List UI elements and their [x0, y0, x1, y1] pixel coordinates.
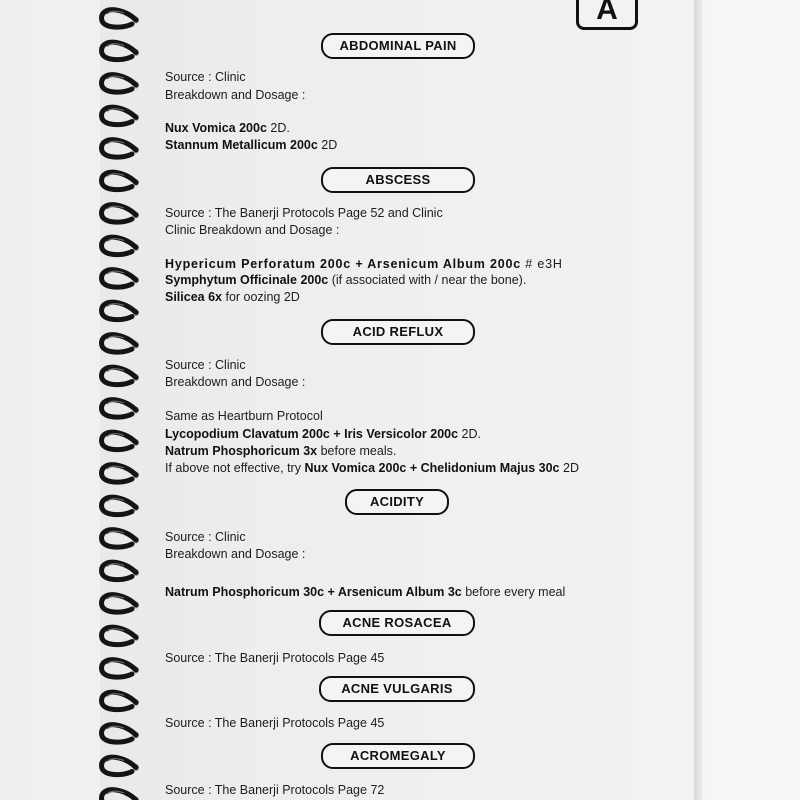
binding-coil [102, 172, 140, 189]
protocol-note: Same as Heartburn Protocol [165, 409, 323, 423]
binding-coil [102, 367, 140, 384]
binding-coil [102, 627, 140, 644]
spiral-binding [0, 0, 140, 800]
binding-coil [102, 335, 140, 352]
instruction-text: If above not effective, try [165, 461, 305, 475]
binding-coil [102, 497, 140, 514]
dosage-text: 2D [559, 461, 579, 475]
binding-coil [102, 75, 140, 92]
section-heading-abdominal-pain: ABDOMINAL PAIN [321, 33, 475, 59]
dosage-text: before meals. [317, 444, 397, 458]
remedy-line [165, 120, 290, 136]
remedy-line [165, 584, 565, 600]
remedy-line [165, 426, 481, 442]
dosage-text: (if associated with / near the bone). [328, 273, 527, 287]
binding-coil [102, 140, 140, 157]
section-heading-acne-vulgaris: ACNE VULGARIS [319, 676, 475, 702]
dosage-text: before every meal [461, 585, 566, 599]
remedy-name: Symphytum Officinale 200c [165, 273, 329, 287]
remedy-name: Silicea 6x [165, 290, 222, 304]
binding-coil [102, 595, 140, 612]
binding-coil [102, 757, 140, 774]
binding-coil [102, 205, 140, 222]
remedy-name: Hypericum Perforatum 200c + Arsenicum Album 200c [165, 257, 522, 271]
remedy-name: Natrum Phosphoricum 3x [165, 444, 318, 458]
binding-coil [102, 270, 140, 287]
binding-coil [102, 465, 140, 482]
binding-coil [102, 42, 140, 59]
index-tab-letter: A [576, 0, 638, 30]
breakdown-label: Breakdown and Dosage : [165, 375, 306, 389]
binding-coil [102, 790, 140, 800]
section-heading-abscess: ABSCESS [321, 167, 475, 193]
binding-coil [102, 107, 140, 124]
binding-coil [102, 692, 140, 709]
breakdown-label: Clinic Breakdown and Dosage : [165, 223, 340, 237]
remedy-line [165, 272, 526, 288]
binding-coil [102, 725, 140, 742]
remedy-line [165, 460, 579, 476]
source-line: Source : The Banerji Protocols Page 45 [165, 651, 385, 665]
binding-coil [102, 302, 140, 319]
breakdown-label: Breakdown and Dosage : [165, 88, 306, 102]
binding-coil [102, 660, 140, 677]
binding-coil [102, 530, 140, 547]
binding-coil [102, 432, 140, 449]
remedy-name: Natrum Phosphoricum 30c + Arsenicum Album 3c [165, 585, 462, 599]
binding-coil [102, 400, 140, 417]
remedy-name: Nux Vomica 200c + Chelidonium Majus 30c [304, 461, 560, 475]
section-heading-acidity: ACIDITY [345, 489, 449, 515]
remedy-line [165, 137, 337, 153]
page-edge [694, 0, 702, 800]
remedy-line [165, 289, 300, 305]
dosage-text: 2D [317, 138, 338, 152]
source-line: Source : Clinic [165, 358, 246, 372]
remedy-name: Lycopodium Clavatum 200c + Iris Versicolor 200c [165, 427, 459, 441]
source-line: Source : The Banerji Protocols Page 52 and Clinic [165, 206, 443, 220]
binding-coil [102, 10, 140, 27]
dosage-text: 2D. [458, 427, 482, 441]
section-heading-acromegaly: ACROMEGALY [321, 743, 475, 769]
remedy-line [165, 256, 563, 272]
source-line: Source : Clinic [165, 70, 246, 84]
remedy-name: Nux Vomica 200c [165, 121, 267, 135]
section-heading-acne-rosacea: ACNE ROSACEA [319, 610, 475, 636]
remedy-line [165, 443, 396, 459]
source-line: Source : The Banerji Protocols Page 45 [165, 716, 385, 730]
dosage-text: # e3H [521, 257, 563, 271]
breakdown-label: Breakdown and Dosage : [165, 547, 306, 561]
binding-coil [102, 562, 140, 579]
dosage-text: 2D. [266, 121, 290, 135]
binding-coil [102, 237, 140, 254]
dosage-text: for oozing 2D [222, 290, 300, 304]
section-heading-acid-reflux: ACID REFLUX [321, 319, 475, 345]
remedy-name: Stannum Metallicum 200c [165, 138, 318, 152]
source-line: Source : The Banerji Protocols Page 72 [165, 783, 385, 797]
source-line: Source : Clinic [165, 530, 246, 544]
